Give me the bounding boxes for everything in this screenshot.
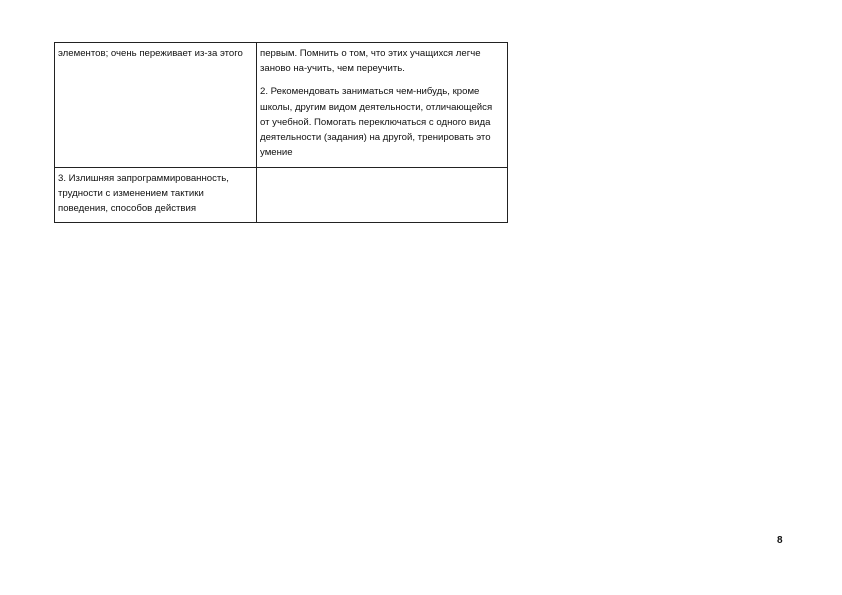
table-cell-recommendation [257,168,508,223]
cell-text: элементов; очень переживает из-за этого [58,48,243,59]
table-row [55,43,508,168]
table-row [55,168,508,223]
table-cell-recommendation [257,43,508,168]
page-number: 8 [777,535,783,546]
table-cell-problem [55,168,257,223]
cell-text: первым. Помнить о том, что этих учащихся легче заново на-учить, чем переучить. [260,48,481,75]
recommendations-table [54,42,508,223]
table-cell-problem [55,43,257,168]
cell-text: 2. Рекомендовать заниматься чем-нибудь, кроме школы, другим видом деятельности, отличающейся от учебной. Помогать переключаться с одного вида деятельности (задания) на другой, тренировать это умение [260,86,493,159]
cell-text: 3. Излишняя запрограммированность, трудности с изменением тактики поведения, способов действия [58,173,229,215]
